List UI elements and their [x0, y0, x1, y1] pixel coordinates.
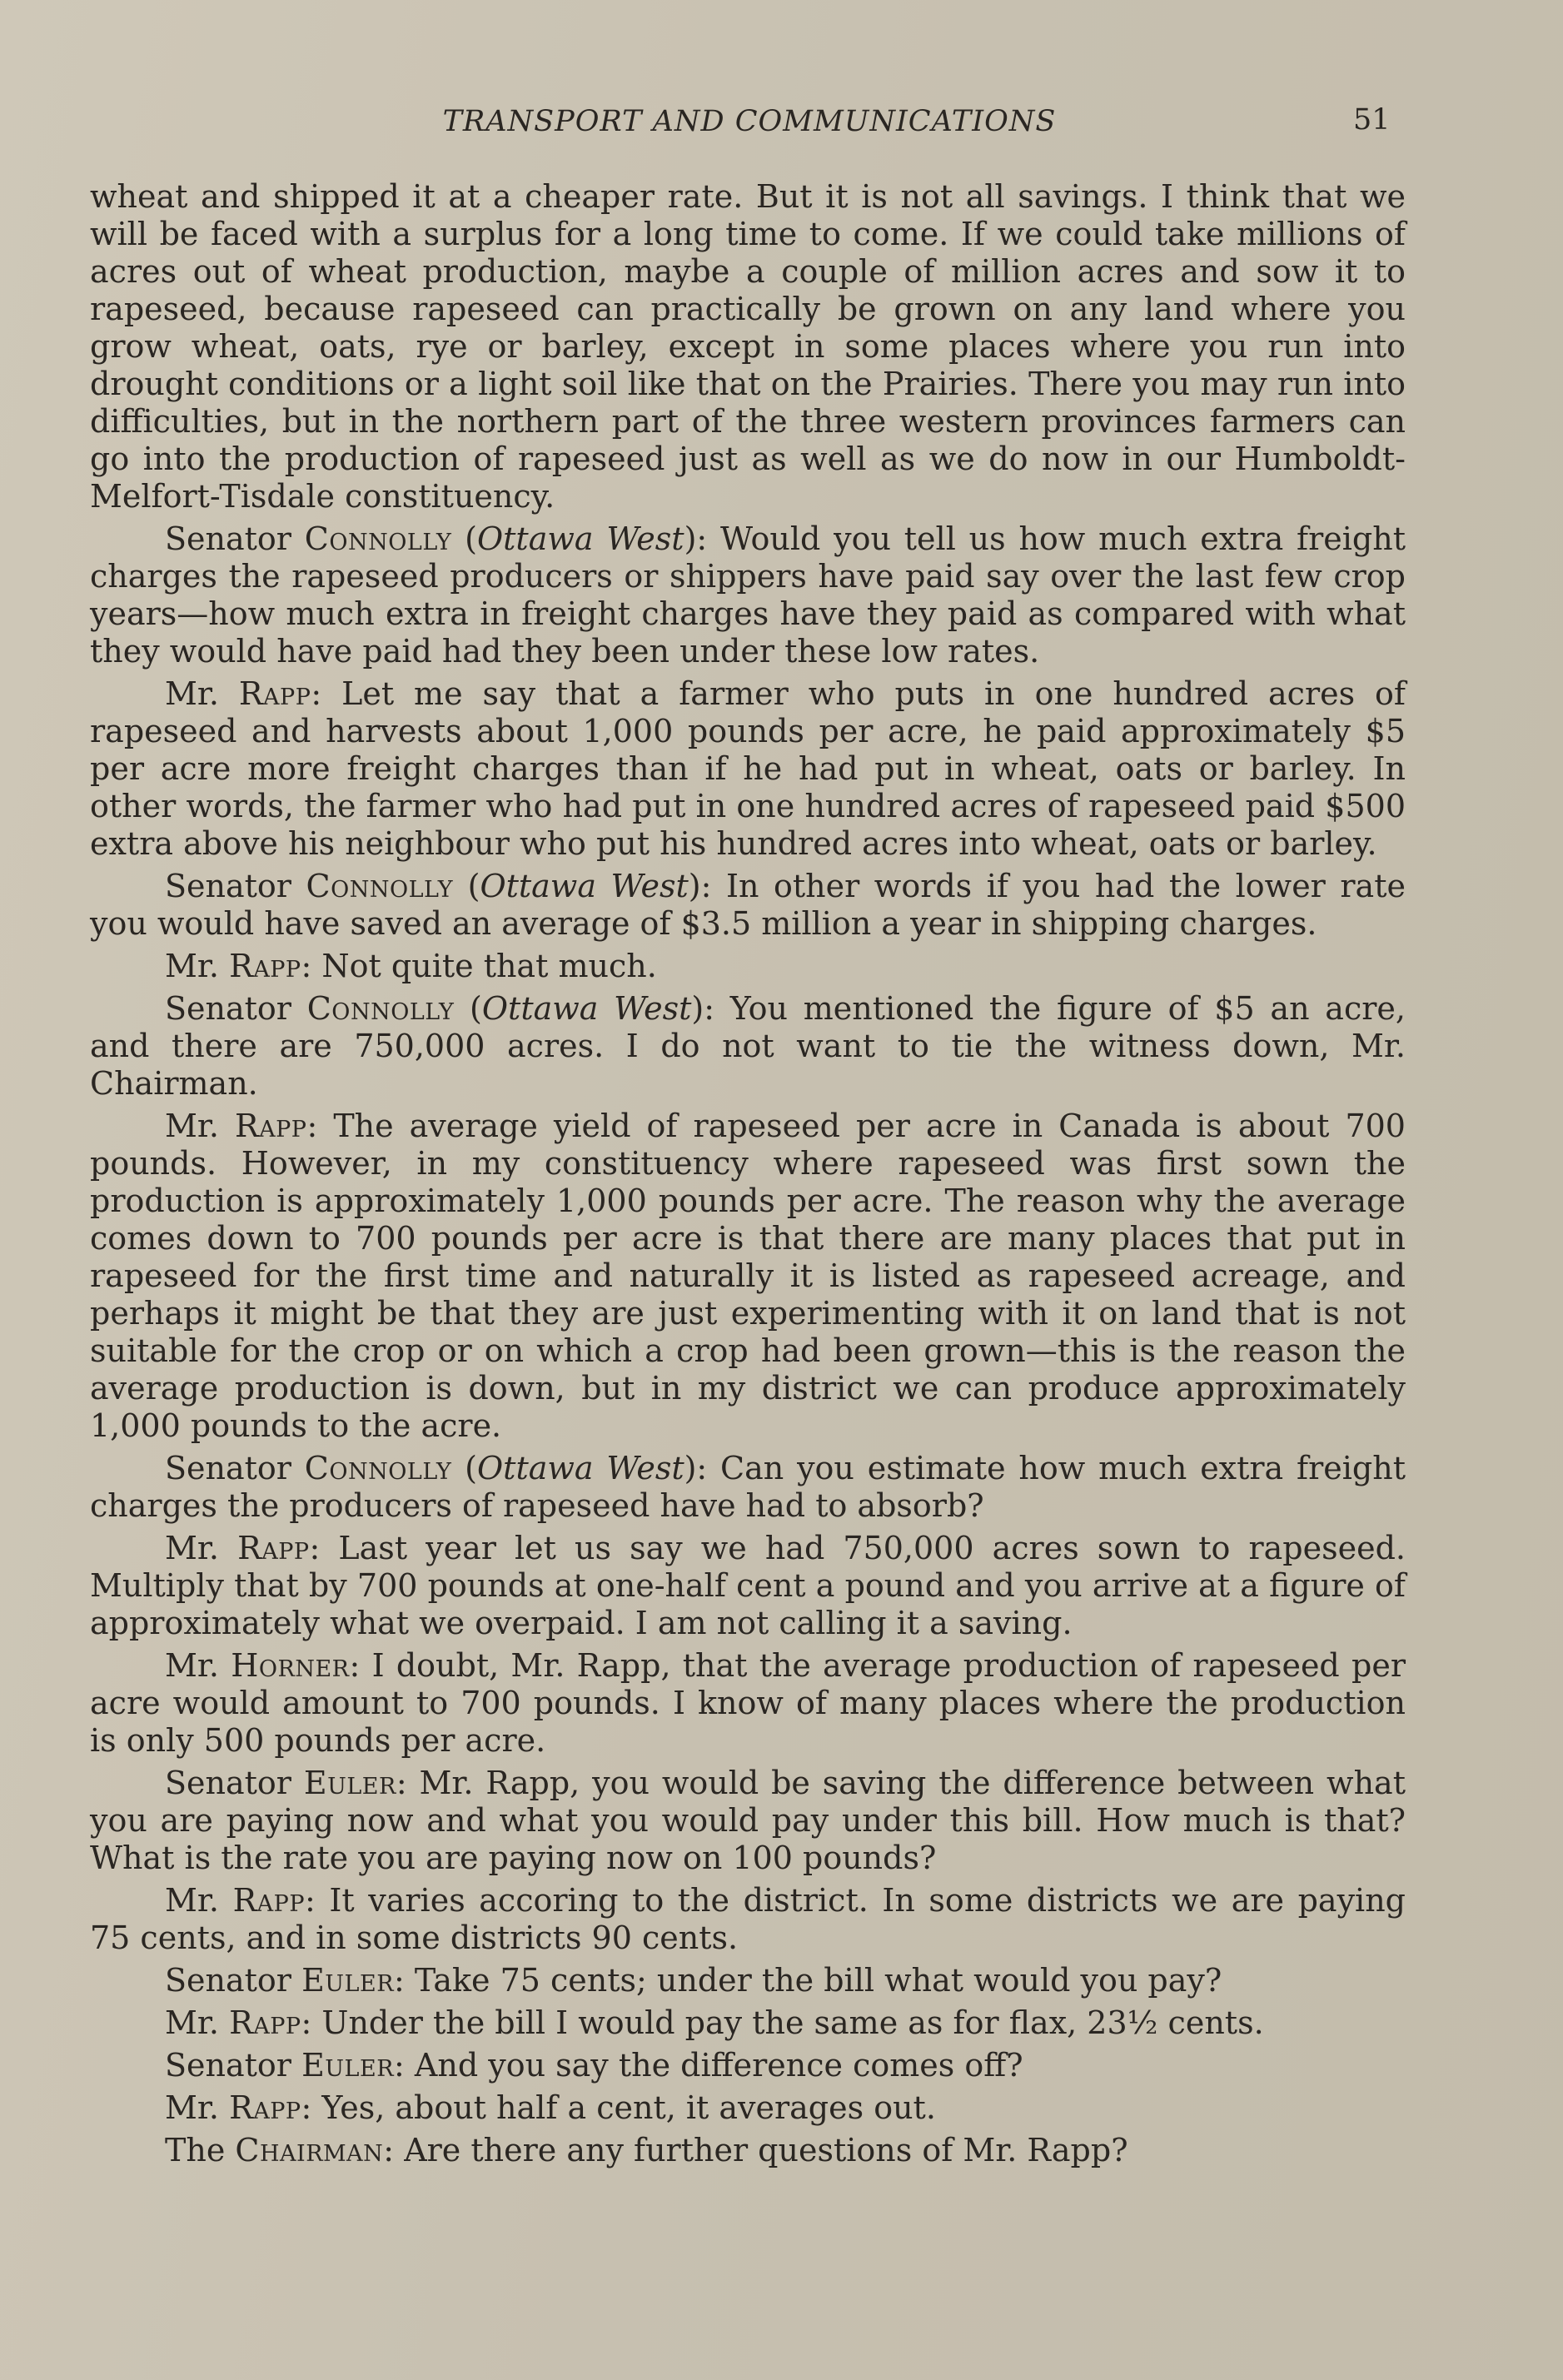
paragraph: Senator Connolly (Ottawa West): Can you estimate how much extra freight charges the producers of rapeseed have had to absorb? — [90, 1450, 1406, 1524]
speaker-title: Senator — [165, 2047, 291, 2084]
speaker-title: Mr. — [165, 675, 219, 712]
speaker-title: Mr. — [165, 1882, 219, 1919]
speaker-place: Ottawa West — [477, 1450, 684, 1486]
paragraph-text: I doubt, Mr. Rapp, that the average production of rapeseed per acre would amount to 700 pounds. I know of many places where the production is only 500 pounds per acre. — [90, 1647, 1406, 1759]
speaker-title: Senator — [165, 1765, 291, 1801]
body-text — [90, 178, 1406, 2174]
paragraph-text: The average yield of rapeseed per acre in Canada is about 700 pounds. However, in my constituency where rapeseed was first sown the production is approximately 1,000 pounds per acre. The reason why the average comes down to 700 pounds per acre is that there are many places that put in rapeseed for the first time and naturally it is listed as rapeseed acreage, and perhaps it might be that they are just experimenting with it on land that is not suitable for the crop or on which a crop had been grown—this is the reason the average production is down, but in my district we can produce approximately 1,000 pounds to the acre. — [90, 1108, 1406, 1444]
speaker-place: Ottawa West — [481, 990, 692, 1027]
paragraph-text: Let me say that a farmer who puts in one hundred acres of rapeseed and harvests about 1,000 pounds per acre, he paid approximately $5 per acre more freight charges than if he had put in wheat, oats or barley. In other words, the farmer who had put in one hundred acres of rapeseed paid $500 extra above his neighbour who put his hundred acres into wheat, oats or barley. — [90, 675, 1406, 862]
paragraph-text: Under the bill I would pay the same as for flax, 23½ cents. — [321, 2004, 1264, 2041]
paragraph: Senator Connolly (Ottawa West): You mentioned the figure of $5 an acre, and there are 750,000 acres. I do not want to tie the witness down, Mr. Chairman. — [90, 990, 1406, 1102]
speaker-title: Mr. — [165, 1647, 219, 1684]
speaker-place: Ottawa West — [480, 868, 689, 904]
speaker-title: Mr. — [165, 2004, 219, 2041]
paragraph-text: In other words if you had the lower rate you would have saved an average of $3.5 million a year in shipping charges. — [90, 868, 1406, 942]
running-head: TRANSPORT AND COMMUNICATIONS — [442, 105, 1057, 138]
speaker-name: Chairman — [235, 2132, 384, 2168]
speaker-name: Rapp — [229, 2004, 301, 2041]
speaker-name: Euler — [303, 1765, 396, 1801]
speaker-name: Horner — [231, 1647, 350, 1684]
paragraph: Mr. Rapp: Last year let us say we had 750,000 acres sown to rapeseed. Multiply that by 700 pounds at one-half cent a pound and you arrive at a figure of approximately what we overpaid. I am not calling it a saving. — [90, 1530, 1406, 1641]
speaker-title: Mr. — [165, 1530, 219, 1566]
speaker-title: Senator — [165, 868, 291, 904]
speaker-title: Senator — [165, 1450, 291, 1486]
paragraph-text: wheat and shipped it at a cheaper rate. But it is not all savings. I think that we will be faced with a surplus for a long time to come. If we could take millions of acres out of wheat production, maybe a couple of million acres and sow it to rapeseed, because rapeseed can practically be grown on any land where you grow wheat, oats, rye or barley, except in some places where you run into drought conditions or a light soil like that on the Prairies. There you may run into difficulties, but in the northern part of the three western provinces farmers can go into the production of rapeseed just as well as we do now in our Humboldt-Melfort-Tisdale constituency. — [90, 178, 1406, 515]
speaker-name: Rapp — [235, 1108, 307, 1144]
speaker-name: Euler — [301, 2047, 395, 2084]
speaker-title: Senator — [165, 520, 291, 557]
speaker-name: Rapp — [237, 1530, 310, 1566]
paragraph-text: You mentioned the figure of $5 an acre, and there are 750,000 acres. I do not want to tie the witness down, Mr. Chairman. — [90, 990, 1406, 1102]
speaker-title: Mr. — [165, 1108, 219, 1144]
paragraph: Senator Euler: And you say the difference comes off? — [165, 2047, 1023, 2084]
paragraph-text: It varies accoring to the district. In some districts we are paying 75 cents, and in some districts 90 cents. — [90, 1882, 1406, 1956]
speaker-name: Connolly — [306, 990, 455, 1027]
paragraph-text: Take 75 cents; under the bill what would you pay? — [414, 1962, 1222, 1999]
paragraph: Mr. Rapp: Not quite that much. — [165, 948, 657, 984]
paragraph-text: Yes, about half a cent, it averages out. — [321, 2089, 936, 2126]
speaker-name: Euler — [301, 1962, 395, 1999]
paragraph-text: Last year let us say we had 750,000 acres sown to rapeseed. Multiply that by 700 pounds at one-half cent a pound and you arrive at a figure of approximately what we overpaid. I am not calling it a saving. — [90, 1530, 1406, 1641]
paragraph: Mr. Rapp: Under the bill I would pay the same as for flax, 23½ cents. — [165, 2004, 1264, 2041]
speaker-name: Connolly — [304, 520, 452, 557]
speaker-title: Senator — [165, 1962, 291, 1999]
paragraph: Senator Connolly (Ottawa West): Would you tell us how much extra freight charges the rapeseed producers or shippers have paid say over the last few crop years—how much extra in freight charges have they paid as compared with what they would have paid had they been under these low rates. — [90, 520, 1406, 670]
speaker-name: Connolly — [304, 1450, 452, 1486]
speaker-name: Rapp — [238, 675, 311, 712]
paragraph-text: Not quite that much. — [321, 948, 657, 984]
speaker-name: Connolly — [306, 868, 454, 904]
paragraph: The Chairman: Are there any further questions of Mr. Rapp? — [165, 2132, 1128, 2168]
page-number: 51 — [1353, 103, 1391, 137]
paragraph: Mr. Rapp: The average yield of rapeseed per acre in Canada is about 700 pounds. However, in my constituency where rapeseed was first sown the production is approximately 1,000 pounds per acre. The reason why the average comes down to 700 pounds per acre is that there are many places that put in rapeseed for the first time and naturally it is listed as rapeseed acreage, and perhaps it might be that they are just experimenting with it on land that is not suitable for the crop or on which a crop had been grown—this is the reason the average production is down, but in my district we can produce approximately 1,000 pounds to the acre. — [90, 1108, 1406, 1444]
paragraph-text: Can you estimate how much extra freight charges the producers of rapeseed have had to absorb? — [90, 1450, 1406, 1524]
paragraph — [90, 178, 1406, 515]
speaker-place: Ottawa West — [477, 520, 684, 557]
paragraph-text: And you say the difference comes off? — [414, 2047, 1023, 2084]
paragraph: Mr. Rapp: Yes, about half a cent, it averages out. — [165, 2089, 936, 2126]
paragraph-text: Would you tell us how much extra freight charges the rapeseed producers or shippers have paid say over the last few crop years—how much extra in freight charges have they paid as compared with what they would have paid had they been under these low rates. — [90, 520, 1406, 670]
speaker-title: Mr. — [165, 2089, 219, 2126]
speaker-title: Senator — [165, 990, 291, 1027]
paragraph-text: Are there any further questions of Mr. Rapp? — [404, 2132, 1128, 2168]
paragraph: Senator Euler: Mr. Rapp, you would be saving the difference between what you are paying now and what you would pay under this bill. How much is that? What is the rate you are paying now on 100 pounds? — [90, 1765, 1406, 1876]
paragraph: Mr. Rapp: It varies accoring to the district. In some districts we are paying 75 cents, and in some districts 90 cents. — [90, 1882, 1406, 1956]
speaker-name: Rapp — [229, 948, 301, 984]
paragraph-text: Mr. Rapp, you would be saving the difference between what you are paying now and what you would pay under this bill. How much is that? What is the rate you are paying now on 100 pounds? — [90, 1765, 1406, 1876]
paragraph: Mr. Rapp: Let me say that a farmer who puts in one hundred acres of rapeseed and harvests about 1,000 pounds per acre, he paid approximately $5 per acre more freight charges than if he had put in wheat, oats or barley. In other words, the farmer who had put in one hundred acres of rapeseed paid $500 extra above his neighbour who put his hundred acres into wheat, oats or barley. — [90, 675, 1406, 862]
speaker-title: The — [165, 2132, 226, 2168]
paragraph: Mr. Horner: I doubt, Mr. Rapp, that the average production of rapeseed per acre would amount to 700 pounds. I know of many places where the production is only 500 pounds per acre. — [90, 1647, 1406, 1759]
speaker-name: Rapp — [232, 1882, 306, 1919]
speaker-title: Mr. — [165, 948, 219, 984]
paragraph: Senator Connolly (Ottawa West): In other words if you had the lower rate you would have saved an average of $3.5 million a year in shipping charges. — [90, 868, 1406, 942]
speaker-name: Rapp — [229, 2089, 301, 2126]
paragraph: Senator Euler: Take 75 cents; under the bill what would you pay? — [165, 1962, 1222, 1999]
